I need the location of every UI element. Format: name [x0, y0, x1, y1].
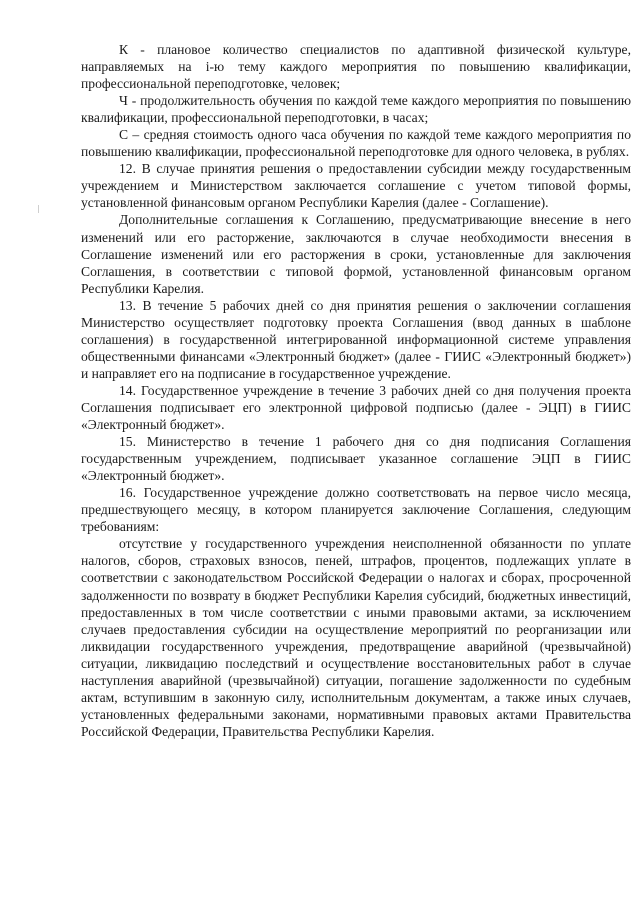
paragraph-15-ministry-signing: 15. Министерство в течение 1 рабочего дня со дня подписания Соглашения государственным учреждением, подписывает указанное соглашение ЭЦП в ГИИС «Электронный бюджет».: [81, 434, 631, 484]
paragraph-s-definition: С – средняя стоимость одного часа обучения по каждой теме каждого мероприятия по повышению квалификации, профессиональной переподготовке для одного человека, в рублях.: [81, 127, 631, 160]
paragraph-additional-agreements: Дополнительные соглашения к Соглашению, предусматривающие внесение в него изменений или его расторжение, заключаются в случае необходимости внесения в Соглашение изменений или его расторжения в сроки, установленные для заключения Соглашения, в соответствии с типовой формой, установленной финансовым органом Республики Карелия.: [81, 212, 631, 296]
scan-artifact-mark: [38, 205, 39, 213]
document-page: [81, 41, 631, 740]
paragraph-13-preparation: 13. В течение 5 рабочих дней со дня принятия решения о заключении соглашения Министерство осуществляет подготовку проекта Соглашения (ввод данных в шаблоне соглашения) в государственной интегрированной информационной системе управления общественными финансами «Электронный бюджет» (далее - ГИИС «Электронный бюджет») и направляет его на подписание в государственное учреждение.: [81, 297, 631, 381]
paragraph-12-agreement: 12. В случае принятия решения о предоставлении субсидии между государственным учреждением и Министерством заключается соглашение с учетом типовой формы, установленной финансовым органом Республики Карелия (далее - Соглашение).: [81, 161, 631, 211]
paragraph-requirement-no-debts: отсутствие у государственного учреждения неисполненной обязанности по уплате налогов, сборов, страховых взносов, пеней, штрафов, процентов, подлежащих уплате в соответствии с законодательством Российской Федерации о налогах и сборах, просроченной задолженности по возврату в бюджет Республики Карелия субсидий, бюджетных инвестиций, предоставленных в том числе соответствии с иными правовыми актами, за исключением случаев предоставления субсидии на осуществление мероприятий по реорганизации или ликвидации государственного учреждения, предотвращение аварийной (чрезвычайной) ситуации, ликвидацию последствий и осуществление восстановительных работ в случае наступления аварийной (чрезвычайной) ситуации, погашение задолженности по судебным актам, вступившим в законную силу, исполнительным документам, а также иных случаев, установленных федеральными законами, нормативными правовых актами Правительства Российской Федерации, Правительства Республики Карелия.: [81, 536, 631, 739]
paragraph-14-signing: 14. Государственное учреждение в течение 3 рабочих дней со дня получения проекта Соглашения подписывает его электронной цифровой подписью (далее - ЭЦП) в ГИИС «Электронный бюджет».: [81, 382, 631, 433]
paragraph-16-requirements: 16. Государственное учреждение должно соответствовать на первое число месяца, предшествующего месяцу, в котором планируется заключение Соглашения, следующим требованиям:: [81, 485, 631, 535]
paragraph-ch-definition: Ч - продолжительность обучения по каждой теме каждого мероприятия по повышению квалификации, профессиональной переподготовки, в часах;: [81, 93, 631, 126]
paragraph-k-definition: К - плановое количество специалистов по адаптивной физической культуре, направляемых на i-ю тему каждого мероприятия по повышению квалификации, профессиональной переподготовке, человек;: [81, 42, 631, 92]
